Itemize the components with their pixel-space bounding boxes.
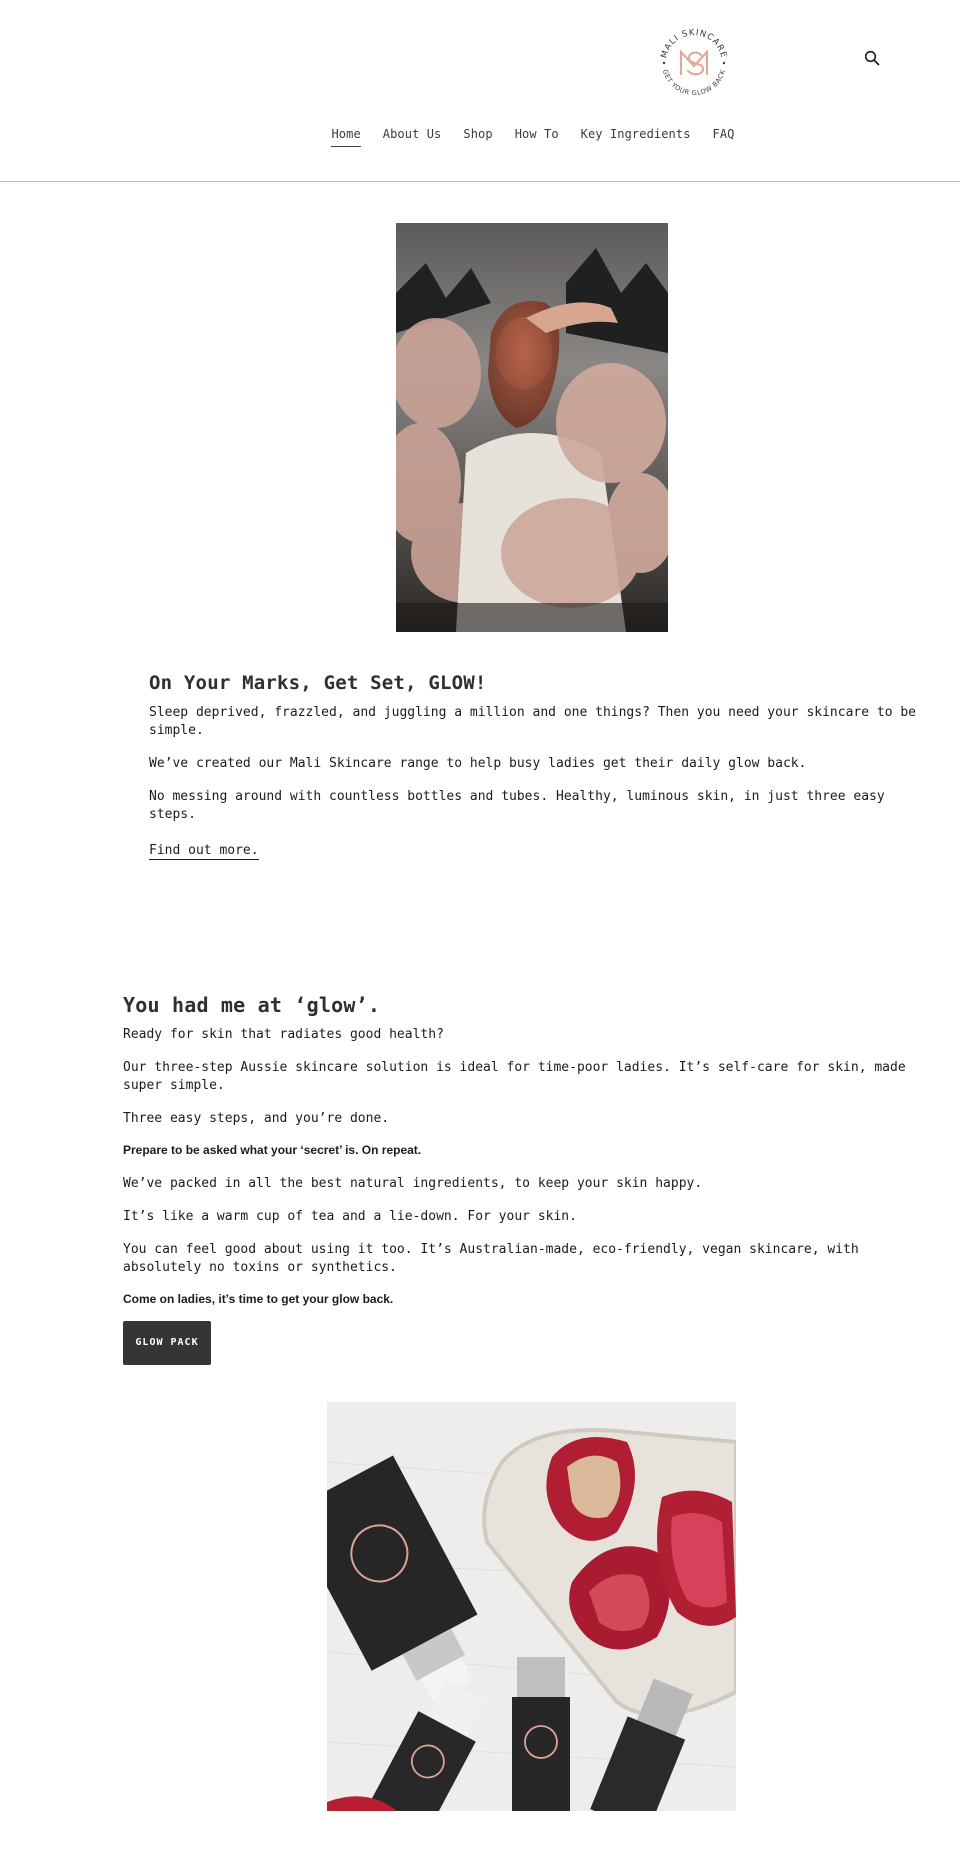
nav-home[interactable]: Home — [331, 127, 360, 147]
glow-paragraph: Three easy steps, and you’re done. — [123, 1111, 390, 1126]
nav-key-ingredients[interactable]: Key Ingredients — [580, 127, 691, 141]
glow-paragraph: You can feel good about using it too. It’s Australian-made, eco-friendly, vegan skincare, with absolutely no toxins or synthetics. — [123, 1242, 859, 1275]
logo-monogram — [681, 52, 707, 74]
search-button[interactable] — [860, 46, 884, 70]
nav-how-to[interactable]: How To — [514, 127, 559, 141]
glow-bold-paragraph: Come on ladies, it’s time to get your glow back. — [123, 1292, 394, 1306]
logo-brand-text: MALI SKINCARE — [659, 27, 729, 60]
nav-about-us[interactable]: About Us — [382, 127, 442, 141]
intro-paragraph: No messing around with countless bottles and tubes. Healthy, luminous skin, in just three easy steps. — [149, 789, 885, 822]
search-icon — [864, 50, 880, 66]
glow-bold-paragraph: Prepare to be asked what your ‘secret’ is. On repeat. — [123, 1143, 422, 1157]
site-header — [0, 0, 960, 182]
hero-image-woman-flowers — [396, 223, 668, 632]
glow-paragraph: It’s like a warm cup of tea and a lie-down. For your skin. — [123, 1209, 577, 1224]
brand-logo[interactable] — [653, 22, 735, 104]
svg-text:MALI SKINCARE — [659, 28, 728, 60]
logo-tagline-text: GET YOUR GLOW BACK — [660, 68, 728, 98]
glow-section — [123, 993, 923, 1365]
glow-paragraph: Our three-step Aussie skincare solution is ideal for time-poor ladies. It’s self-care for skin, made super simple. — [123, 1060, 906, 1093]
main-nav — [0, 127, 960, 147]
glow-pack-button[interactable]: GLOW PACK — [123, 1321, 211, 1365]
glow-paragraph: We’ve packed in all the best natural ingredients, to keep your skin happy. — [123, 1176, 703, 1191]
svg-text:GET YOUR GLOW BACK — [661, 68, 727, 97]
glow-title: You had me at ‘glow’. — [123, 993, 381, 1017]
nav-faq[interactable]: FAQ — [712, 127, 735, 141]
find-out-more-link[interactable]: Find out more. — [149, 843, 259, 858]
intro-title: On Your Marks, Get Set, GLOW! — [149, 672, 487, 694]
intro-paragraph: Sleep deprived, frazzled, and juggling a million and one things? Then you need your skincare to be simple. — [149, 705, 917, 738]
intro-paragraph: We’ve created our Mali Skincare range to help busy ladies get their daily glow back. — [149, 756, 807, 771]
nav-shop[interactable]: Shop — [463, 127, 493, 141]
product-image-pomegranate-bottles — [327, 1402, 736, 1811]
intro-section — [149, 672, 919, 860]
glow-paragraph: Ready for skin that radiates good health? — [123, 1027, 444, 1042]
